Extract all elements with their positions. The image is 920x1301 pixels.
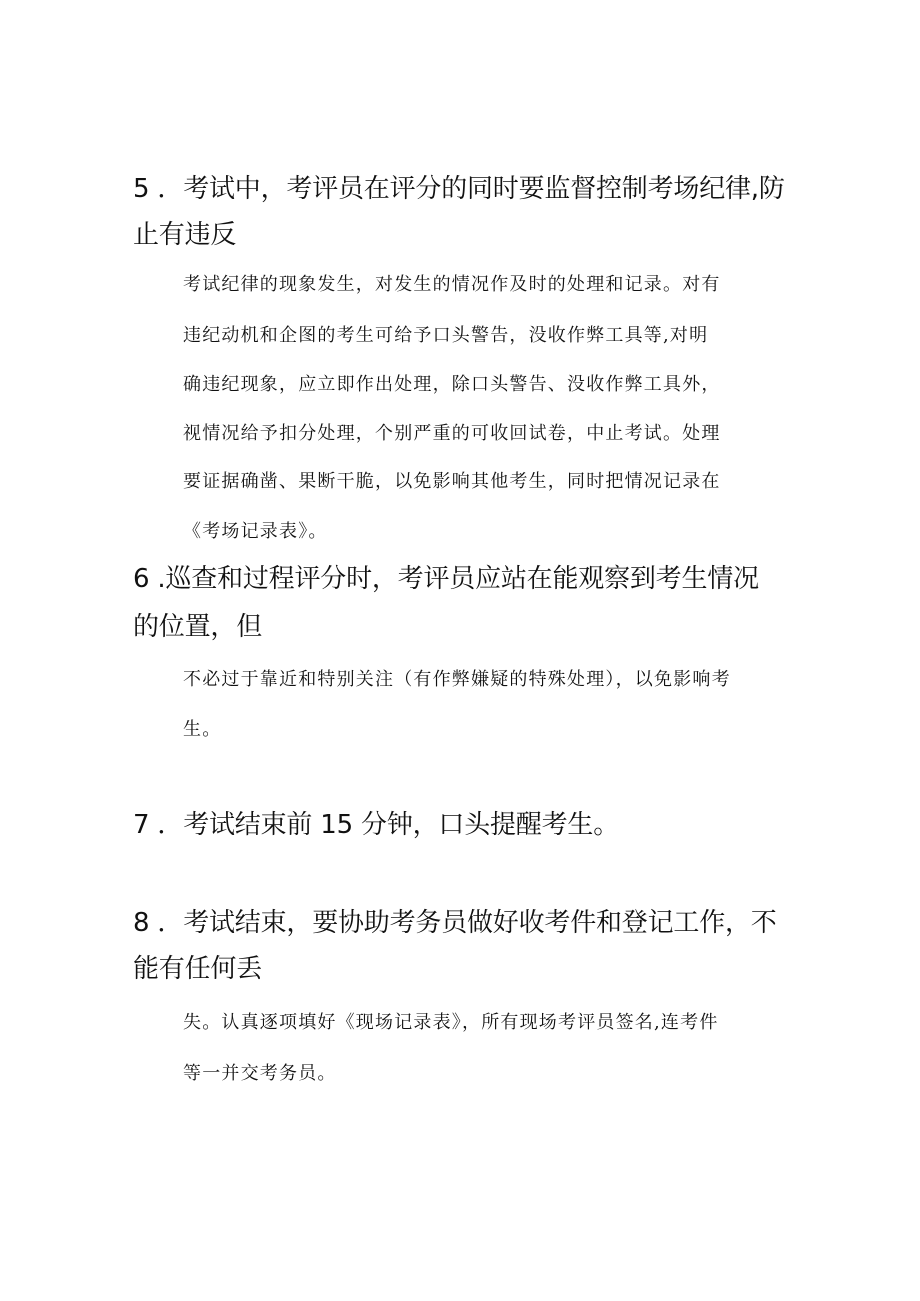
section-8-heading-line-1: 8 ．考试结束，要协助考务员做好收考件和登记工作，不 — [133, 908, 777, 938]
section-6-heading-line-2: 的位置，但 — [133, 612, 263, 642]
section-7-heading: 7 ．考试结束前 15 分钟，口头提醒考生。 — [133, 810, 620, 840]
section-6-body-line-1: 不必过于靠近和特别关注（有作弊嫌疑的特殊处理），以免影响考 — [183, 669, 731, 690]
section-5-heading-line-2: 止有违反 — [133, 220, 237, 250]
section-5-body-line-4: 视情况给予扣分处理，个别严重的可收回试卷，中止考试。处理 — [183, 423, 721, 444]
section-8-body-line-2: 等一并交考务员。 — [183, 1063, 337, 1084]
section-6-body-line-2: 生。 — [183, 719, 222, 740]
section-5-heading-line-1: 5 ．考试中，考评员在评分的同时要监督控制考场纪律,防 — [133, 174, 785, 204]
section-5-body-line-6: 《考场记录表》。 — [183, 521, 328, 542]
section-5-body-line-5: 要证据确凿、果断干脆，以免影响其他考生，同时把情况记录在 — [183, 471, 721, 492]
section-8-body-line-1: 失。认真逐项填好《现场记录表》，所有现场考评员签名,连考件 — [183, 1012, 719, 1033]
section-8-heading-line-2: 能有任何丢 — [133, 954, 263, 984]
section-5-body-line-2: 违纪动机和企图的考生可给予口头警告，没收作弊工具等,对明 — [183, 325, 709, 346]
section-5-body-line-1: 考试纪律的现象发生，对发生的情况作及时的处理和记录。对有 — [183, 274, 721, 295]
section-6-heading-line-1: 6 .巡查和过程评分时，考评员应站在能观察到考生情况 — [133, 564, 759, 594]
section-5-body-line-3: 确违纪现象，应立即作出处理，除口头警告、没收作弊工具外， — [183, 374, 721, 395]
